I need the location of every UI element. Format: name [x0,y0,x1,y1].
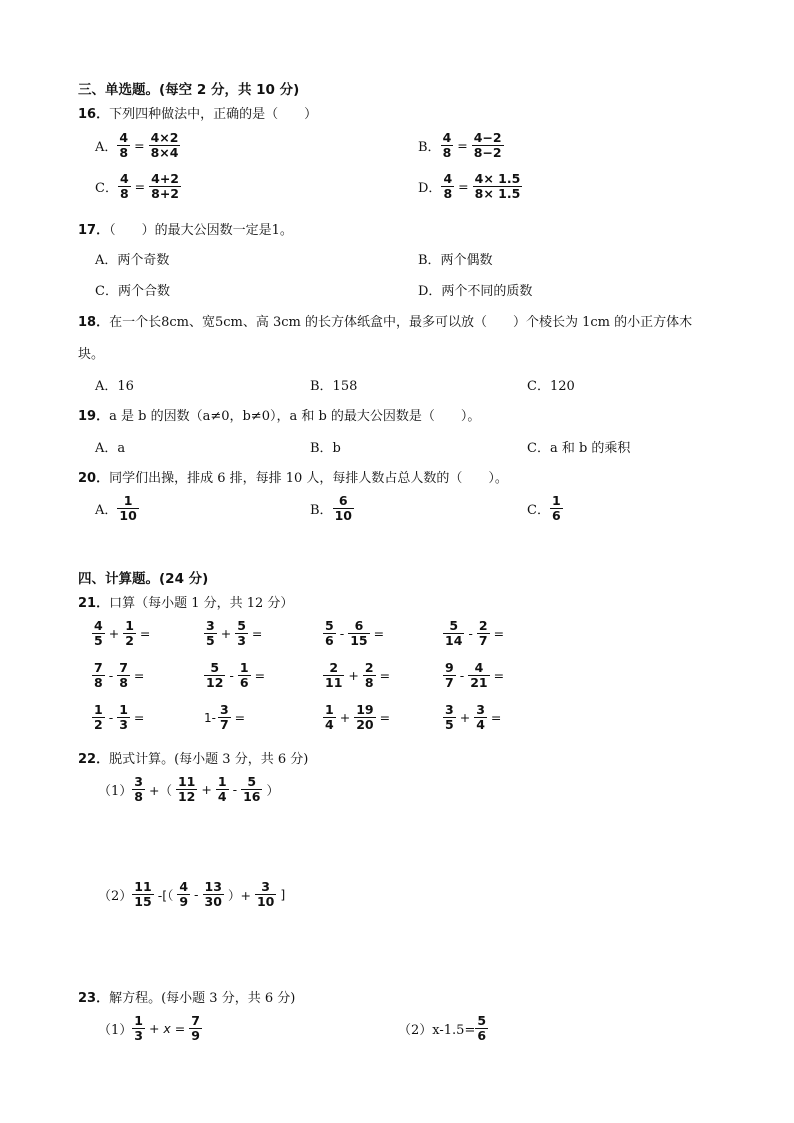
fraction: $\frac{1}{4}$ [217,774,227,805]
q21-text: 口算（每小题 1 分，共 12 分） [109,596,294,611]
q23-stem [78,987,295,1006]
fraction: $\frac{1}{6}$ [551,493,561,524]
q18-number: 18． [78,315,110,330]
q16-option-a[interactable]: A． $\frac{4}{8}$ = $\frac{4\times 2}{8\times 4}$ [95,130,179,161]
section3-title: 三、单选题。(每空 2 分，共 10 分) [78,82,300,98]
fraction: $\frac{5}{6}$ [477,1013,487,1044]
q22-part2: （2） $\frac{11}{15}$ -[（ $\frac{4}{9}$ - $\frac{13}{30}$ ）+ $\frac{3}{10}$ ] [98,879,286,910]
fraction: $\frac{9}{7}$ [445,660,454,691]
q16-option-b-label: B． [418,140,441,156]
q22-stem [78,748,308,767]
q23-text: 解方程。(每小题 3 分，共 6 分) [109,991,296,1006]
fraction: $\frac{7}{8}$ [94,660,103,691]
q20-text: 同学们出操，排成 6 排，每排 10 人，每排人数占总人数的（ ）。 [109,471,508,486]
fraction: $\frac{2}{11}$ [325,660,343,691]
q23-part2: （2）x-1.5= $\frac{5}{6}$ [398,1013,487,1044]
fraction: $\frac{1}{3}$ [119,702,128,733]
oral-calc-item: $\frac{3}{5}$ + $\frac{5}{3}$ = [206,618,263,649]
fraction: $\frac{1}{10}$ [119,493,137,524]
fraction: $\frac{3}{4}$ [476,702,485,733]
fraction: $\frac{4\times 1.5}{8\times 1.5}$ [474,171,521,202]
fraction: $\frac{4}{8}$ [119,130,129,161]
q16-option-d-label: D． [418,181,442,197]
oral-calc-item: $\frac{5}{12}$ - $\frac{1}{6}$ = [206,660,266,691]
fraction: $\frac{11}{15}$ [134,879,152,910]
q20-option-a[interactable] [95,494,139,524]
q23-part1: （1） $\frac{1}{3}$ + x = $\frac{7}{9}$ [98,1013,200,1044]
section4-title: 四、计算题。(24 分) [78,571,209,587]
q19-option-c[interactable]: C．a 和 b 的乘积 [527,441,631,456]
fraction: $\frac{4}{8}$ [442,130,452,161]
fraction: $\frac{4\times 2}{8\times 4}$ [150,130,179,161]
q17-option-d[interactable]: D．两个不同的质数 [418,284,533,299]
q20-number: 20． [78,471,110,486]
fraction: $\frac{4}{5}$ [94,618,103,649]
fraction: $\frac{3}{5}$ [445,702,454,733]
fraction: $\frac{3}{8}$ [134,774,143,805]
fraction: $\frac{1}{6}$ [239,660,249,691]
q20-option-c[interactable] [527,494,563,524]
fraction: $\frac{1}{3}$ [134,1013,143,1044]
fraction: $\frac{3}{7}$ [219,702,229,733]
q17-text: （ ）的最大公因数一定是1。 [109,223,293,238]
oral-calc-item: $\frac{3}{5}$ + $\frac{3}{4}$ = [445,702,502,733]
q18-text: 在一个长8cm、宽5cm、高 3cm 的长方体纸盒中，最多可以放（ ）个棱长为 1cm 的小正方体木 [109,315,693,330]
oral-calc-item: $\frac{9}{7}$ - $\frac{4}{21}$ = [445,660,505,691]
oral-calc-item: $\frac{1}{4}$ + $\frac{19}{20}$ = [325,702,391,733]
q21-stem [78,592,293,611]
oral-calc-item: $\frac{5}{14}$ - $\frac{2}{7}$ = [445,618,505,649]
q18-option-b[interactable]: B．158 [310,379,358,394]
fraction: $\frac{4+2}{8+2}$ [151,171,180,202]
q16-option-d[interactable]: D． $\frac{4}{8}$ = $\frac{4\times 1.5}{8\times 1.5}$ [418,171,521,202]
q20-stem [78,467,508,486]
fraction: $\frac{6}{10}$ [334,493,352,524]
fraction: $\frac{5}{14}$ [445,618,463,649]
fraction: $\frac{5}{3}$ [237,618,246,649]
q21-number: 21． [78,596,110,611]
q19-option-b[interactable]: B．b [310,441,341,456]
fraction: $\frac{4-2}{8-2}$ [473,130,502,161]
fraction: $\frac{3}{10}$ [256,879,275,910]
fraction: $\frac{1}{2}$ [125,618,134,649]
q19-stem [78,405,480,424]
q19-text: a 是 b 的因数（a≠0，b≠0），a 和 b 的最大公因数是（ ）。 [109,409,481,424]
fraction: $\frac{3}{5}$ [206,618,215,649]
fraction: $\frac{2}{8}$ [364,660,374,691]
q17-option-c[interactable]: C．两个合数 [95,284,170,299]
q16-option-b[interactable]: B． $\frac{4}{8}$ = $\frac{4-2}{8-2}$ [418,130,502,161]
q19-option-a[interactable]: A．a [95,441,126,456]
fraction: $\frac{6}{15}$ [350,618,368,649]
q20-option-a-label: A． [95,503,118,519]
oral-calc-item: $\frac{2}{11}$ + $\frac{2}{8}$ = [325,660,391,691]
q22-text: 脱式计算。(每小题 3 分，共 6 分) [109,752,309,767]
q16-option-a-label: A． [95,140,118,156]
fraction: $\frac{4}{9}$ [179,879,189,910]
fraction: $\frac{4}{8}$ [119,171,129,202]
q22-part1: （1） $\frac{3}{8}$ +（ $\frac{11}{12}$ + $\frac{1}{4}$ - $\frac{5}{16}$ ） [98,774,279,805]
oral-calc-item: $\frac{7}{8}$ - $\frac{7}{8}$ = [94,660,145,691]
q17-number: 17． [78,223,110,238]
oral-calc-item: $\frac{5}{6}$ - $\frac{6}{15}$ = [325,618,385,649]
fraction: $\frac{2}{7}$ [478,618,488,649]
q17-stem [78,219,293,238]
fraction: $\frac{7}{9}$ [191,1013,200,1044]
fraction: $\frac{1}{2}$ [94,702,103,733]
oral-calc-item: $\frac{1}{2}$ - $\frac{1}{3}$ = [94,702,145,733]
q23-number: 23． [78,991,110,1006]
q16-text: 下列四种做法中，正确的是（ ） [109,107,318,122]
fraction: $\frac{5}{12}$ [206,660,224,691]
q18-text-cont: 块。 [78,347,105,362]
q19-number: 19． [78,409,110,424]
q16-stem [78,103,317,122]
q18-option-c[interactable]: C．120 [527,379,575,394]
fraction: $\frac{1}{4}$ [325,702,334,733]
q17-option-a[interactable]: A．两个奇数 [95,253,170,268]
fraction: $\frac{7}{8}$ [119,660,128,691]
q17-option-b[interactable]: B．两个偶数 [418,253,493,268]
q18-stem [78,311,692,330]
oral-calc-item: $\frac{4}{5}$ + $\frac{1}{2}$ = [94,618,151,649]
q20-option-b-label: B． [310,503,333,519]
oral-calc-item: 1- $\frac{3}{7}$ = [204,702,246,733]
fraction: $\frac{5}{6}$ [325,618,334,649]
q18-option-a[interactable]: A．16 [95,379,134,394]
fraction: $\frac{13}{30}$ [204,879,222,910]
fraction: $\frac{19}{20}$ [356,702,374,733]
q16-number: 16． [78,107,110,122]
fraction: $\frac{5}{16}$ [243,774,261,805]
q16-option-c-label: C． [95,181,118,197]
fraction: $\frac{11}{12}$ [177,774,196,805]
q16-option-c[interactable]: C． $\frac{4}{8}$ = $\frac{4+2}{8+2}$ [95,171,180,202]
q22-number: 22． [78,752,110,767]
q20-option-b[interactable] [310,494,354,524]
fraction: $\frac{4}{21}$ [470,660,488,691]
q20-option-c-label: C． [527,503,550,519]
fraction: $\frac{4}{8}$ [443,171,453,202]
